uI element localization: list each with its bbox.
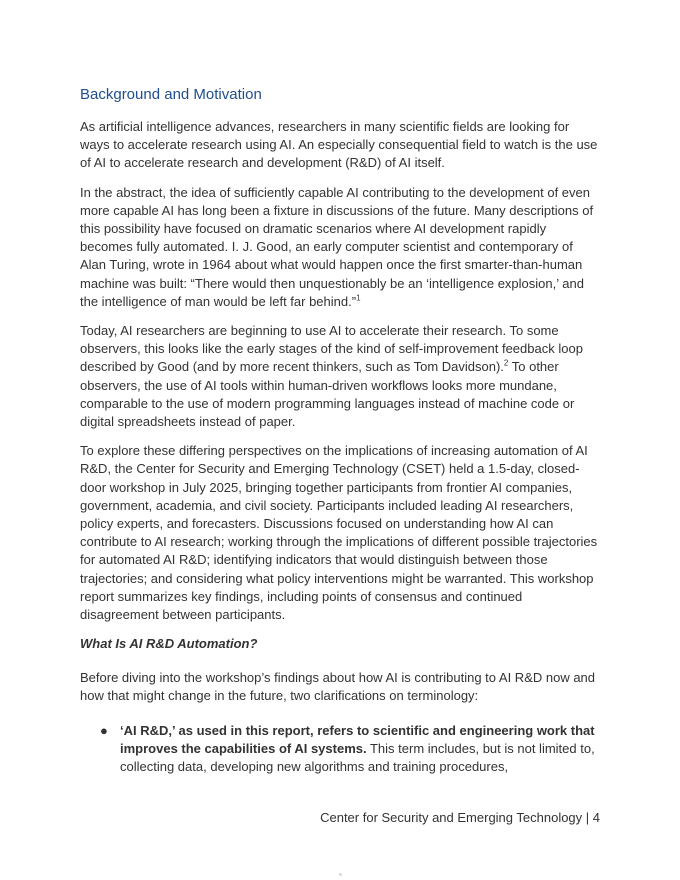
paragraph-3 <box>80 322 600 431</box>
page-footer: Center for Security and Emerging Technology | 4 <box>320 810 600 825</box>
subsection-intro: Before diving into the workshop’s findings about how AI is contributing to AI R&D now and how that might change in the future, two clarifications on terminology: <box>80 670 596 704</box>
bullet-text: This term includes, but is not limited to, collecting data, developing new algorithms and training procedures, <box>120 740 595 775</box>
footnote-ref-1: 1 <box>356 293 361 303</box>
paragraph-4: To explore these differing perspectives on the implications of increasing automation of AI R&D, the Center for Security and Emerging Technology (CSET) held a 1.5-day, closed-door workshop in July 2025, bringing together participants from frontier AI companies, government, academia, and civil society. Participants included leading AI researchers, policy experts, and forecasters. Discussions focused on understanding how AI can contribute to AI research; working through the implications of different possible trajectories for automated AI R&D; identifying indicators that would distinguish between those trajectories; and considering what policy interventions might be warranted. This workshop report summarizes key findings, including points of consensus and continued disagreement between participants. <box>80 443 598 623</box>
list-item <box>80 722 600 777</box>
paragraph-1: As artificial intelligence advances, researchers in many scientific fields are looking for ways to accelerate research using AI. An especially consequential field to watch is the use of AI to accelerate research and development (R&D) of AI itself. <box>80 119 598 171</box>
paragraph-2-text: In the abstract, the idea of sufficiently capable AI contributing to the development of even more capable AI has long been a fixture in discussions of the future. Many descriptions of this possibility have focused on dramatic scenarios where AI development rapidly becomes fully automated. I. J. Good, an early computer scientist and contemporary of Alan Turing, wrote in 1964 about what would happen once the first smarter-than-human machine was built: “There would then unquestionably be an ‘intelligence explosion,’ and the intelligence of man would be left far behind.” <box>80 184 594 309</box>
paragraph-3-text-a: Today, AI researchers are beginning to use AI to accelerate their research. To some observers, this looks like the early stages of the kind of self-improvement feedback loop described by Good (and by more recent thinkers, such as Tom Davidson). <box>80 323 583 375</box>
bullet-bold-text: ‘AI R&D,’ as used in this report, refers to scientific and engineering work that improves the capabilities of AI systems. <box>120 722 595 756</box>
footnote-ref-2: 2 <box>503 359 509 369</box>
page-marker-dot <box>339 873 342 876</box>
page-content <box>80 84 600 776</box>
terminology-list <box>80 722 600 777</box>
section-heading: Background and Motivation <box>80 86 262 103</box>
paragraph-2 <box>80 184 600 311</box>
paragraph-3-text-b: To other observers, the use of AI tools within human-driven workflows looks more mundane, comparable to the use of modern programming languages instead of machine code or digital spreadsheets instead of paper. <box>80 359 575 430</box>
bullet-icon: ● <box>100 722 108 738</box>
subsection-heading: What Is AI R&D Automation? <box>80 636 258 652</box>
